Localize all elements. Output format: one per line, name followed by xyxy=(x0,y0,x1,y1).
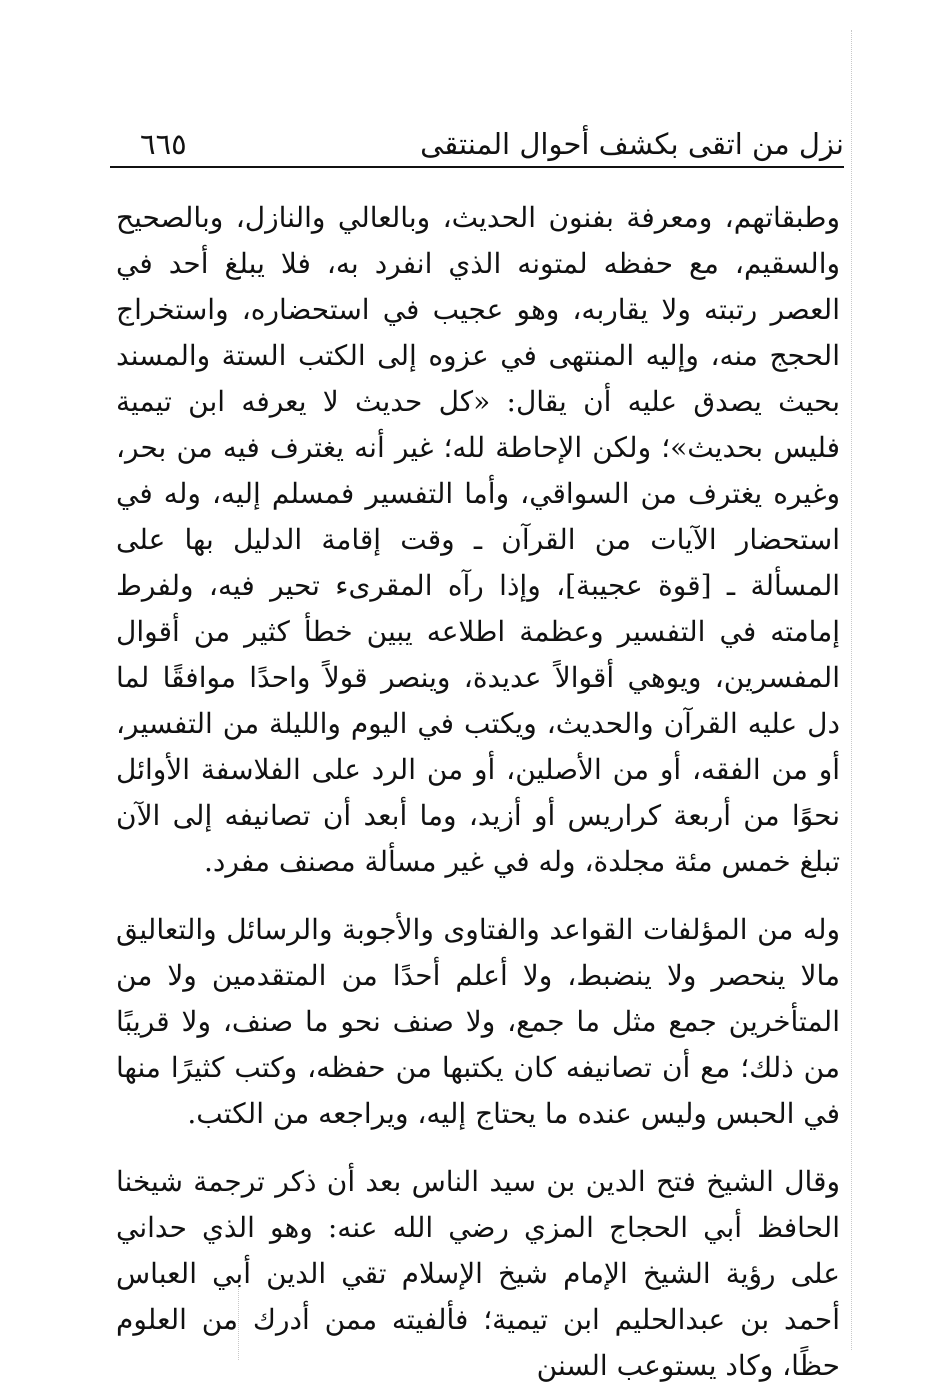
paragraph-3: وقال الشيخ فتح الدين بن سيد الناس بعد أن ذكر ترجمة شيخنا الحافظ أبي الحجاج المزي رضي الله عنه: وهو الذي حداني على رؤية الشيخ الإمام شيخ الإسلام تقي الدين أبي العباس أحمد بن عبدالحليم ابن تيمية؛ فألفيته ممن أدرك من العلوم حظًا، وكاد يستوعب السنن xyxy=(116,1165,840,1382)
margin-dots-right xyxy=(851,30,853,1350)
running-title: نزل من اتقى بكشف أحوال المنتقى xyxy=(420,127,844,161)
page-number: ٦٦٥ xyxy=(140,127,187,161)
paragraph-1: وطبقاتهم، ومعرفة بفنون الحديث، وبالعالي والنازل، وبالصحيح والسقيم، مع حفظه لمتونه الذي انفرد به، فلا يبلغ أحد في العصر رتبته ولا يقاربه، وهو عجيب في استحضاره، واستخراج الحجج منه، وإليه المنتهى في عزوه إلى الكتب الستة والمسند بحيث يصدق عليه أن يقال: «كل حديث لا يعرفه ابن تيمية فليس بحديث»؛ ولكن الإحاطة لله؛ غير أنه يغترف فيه من بحر، وغيره يغترف من السواقي، وأما التفسير فمسلم إليه، وله في استحضار الآيات من القرآن ـ وقت إقامة الدليل بها على المسألة ـ [قوة عجيبة]، وإذا رآه المقرىء تحير فيه، ولفرط إمامته في التفسير وعظمة اطلاعه يبين خطأ كثير من أقوال المفسرين، ويوهي أقوالاً عديدة، وينصر قولاً واحدًا موافقًا لما دل عليه القرآن والحديث، ويكتب في اليوم والليلة من التفسير، أو من الفقه، أو من الأصلين، أو من الرد على الفلاسفة الأوائل نحوًا من أربعة كراريس أو أزيد، وما أبعد أن تصانيفه إلى الآن تبلغ خمس مئة مجلدة، وله في غير مسألة مصنف مفرد. xyxy=(116,201,840,878)
body-text xyxy=(116,195,840,1389)
header-rule xyxy=(110,166,844,168)
paragraph-2: وله من المؤلفات القواعد والفتاوى والأجوبة والرسائل والتعاليق مالا ينحصر ولا ينضبط، ولا أعلم أحدًا من المتقدمين ولا من المتأخرين جمع مثل ما جمع، ولا صنف نحو ما صنف، ولا قريبًا من ذلك؛ مع أن تصانيفه كان يكتبها من حفظه، وكتب كثيرًا منها في الحبس وليس عنده ما يحتاج إليه، ويراجعه من الكتب. xyxy=(116,913,840,1130)
page-header xyxy=(110,120,844,168)
